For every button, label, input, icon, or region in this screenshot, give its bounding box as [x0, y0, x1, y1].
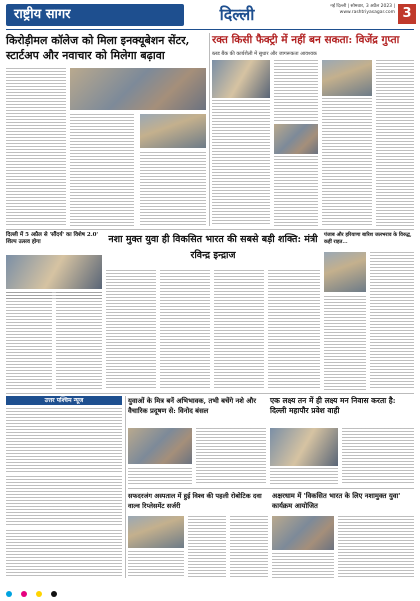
subhead-top-right: ब्लड बैंक की कार्यशैली में सुधार और जागरूकता आवश्यक	[212, 51, 317, 57]
section-title: राष्ट्रीय सागर	[6, 4, 184, 26]
story-photo	[270, 428, 338, 466]
column-divider	[125, 396, 126, 578]
body-text-column	[376, 60, 414, 226]
body-text-column	[270, 468, 338, 484]
body-text-column	[188, 516, 226, 578]
headline-bottom-right: अक्षरधाम में 'विकसित भारत के लिए नशामुक्त युवा' कार्यक्रम आयोजित	[272, 492, 401, 510]
story-photo	[140, 114, 206, 148]
body-text-column	[338, 516, 414, 578]
section-divider	[6, 393, 414, 394]
body-text-column	[214, 270, 264, 390]
story-photo	[274, 124, 318, 154]
column-divider	[209, 33, 210, 226]
story-photo	[212, 60, 270, 98]
magenta-swatch	[21, 591, 27, 597]
headline-top-left: किरोड़ीमल कॉलेज को मिला इनक्यूबेशन सेंटर, स्टार्टअप और नवाचार को मिलेगा बढ़ावा	[6, 34, 190, 62]
body-text-column	[128, 468, 192, 484]
date-line: नई दिल्ली | सोमवार, 3 अप्रैल 2023 | www.rashtriyasagar.com	[330, 4, 395, 15]
body-text-column	[196, 428, 266, 484]
body-text-column	[6, 408, 122, 472]
headline-side-left: दिल्ली में 5 अप्रैल से 'सौंदर्य' का विशेष 2.0' शिल्प उत्सव होगा	[6, 232, 99, 245]
body-text-column	[272, 553, 334, 578]
headline-lower-right: एक लक्ष्य तन में ही लक्ष्य मन निवास करता है: दिल्ली महापौर प्रवेश वाही	[270, 396, 396, 415]
story-photo	[322, 60, 372, 96]
body-text-column	[70, 114, 134, 226]
body-text-column	[274, 156, 318, 226]
black-swatch	[51, 591, 57, 597]
section-divider	[128, 488, 414, 489]
body-text-column	[128, 551, 184, 578]
body-text-column	[268, 270, 320, 390]
body-text-column	[160, 270, 210, 390]
story-photo	[6, 255, 102, 289]
story-photo	[128, 428, 192, 464]
body-text-column	[274, 60, 318, 122]
page-number: 3	[398, 4, 416, 24]
headline-side-right: पंजाब और हरियाणा बारिश जलभराव के विरुद्ध, कहीं राहत...	[324, 232, 412, 245]
headline-top-right: रक्त किसी फैक्ट्री में नहीं बन सकता: विजेंद्र गुप्ता	[212, 34, 400, 46]
story-photo	[272, 516, 334, 550]
section-label: उत्तर पश्चिम न्यूज	[6, 396, 122, 405]
body-text-column	[230, 516, 268, 578]
body-text-column	[342, 428, 414, 484]
body-text-column	[56, 292, 102, 390]
story-photo	[128, 516, 184, 548]
body-text-column	[370, 252, 414, 390]
story-photo	[70, 68, 206, 110]
body-text-column	[322, 98, 372, 226]
body-text-column	[6, 292, 52, 390]
yellow-swatch	[36, 591, 42, 597]
body-text-column	[6, 530, 122, 578]
headline-bottom-mid: सफदरजंग अस्पताल में हुई विश्व की पहली रोबोटिक दवा वाल्व रिप्लेसमेंट सर्जरी	[128, 492, 262, 510]
headline-lower-mid: युवाओं के मित्र बनें अभिभावक, तभी बचेंगे नशे और वैचारिक प्रदूषण से: विनोद बंसल	[128, 397, 257, 415]
body-text-column	[6, 476, 122, 526]
masthead	[0, 0, 420, 30]
body-text-column	[212, 100, 270, 226]
body-text-column	[106, 270, 156, 390]
body-text-column	[324, 296, 366, 390]
body-text-column	[6, 68, 66, 226]
registration-marks	[6, 582, 414, 590]
cyan-swatch	[6, 591, 12, 597]
city-title: दिल्ली	[219, 5, 255, 24]
headline-center: नशा मुक्त युवा ही विकसित भारत की सबसे बड़ी शक्ति: मंत्री रविन्द्र इन्द्राज	[108, 234, 318, 261]
masthead-rule	[6, 29, 414, 30]
section-divider	[6, 229, 414, 230]
story-photo	[324, 252, 366, 292]
body-text-column	[140, 152, 206, 226]
